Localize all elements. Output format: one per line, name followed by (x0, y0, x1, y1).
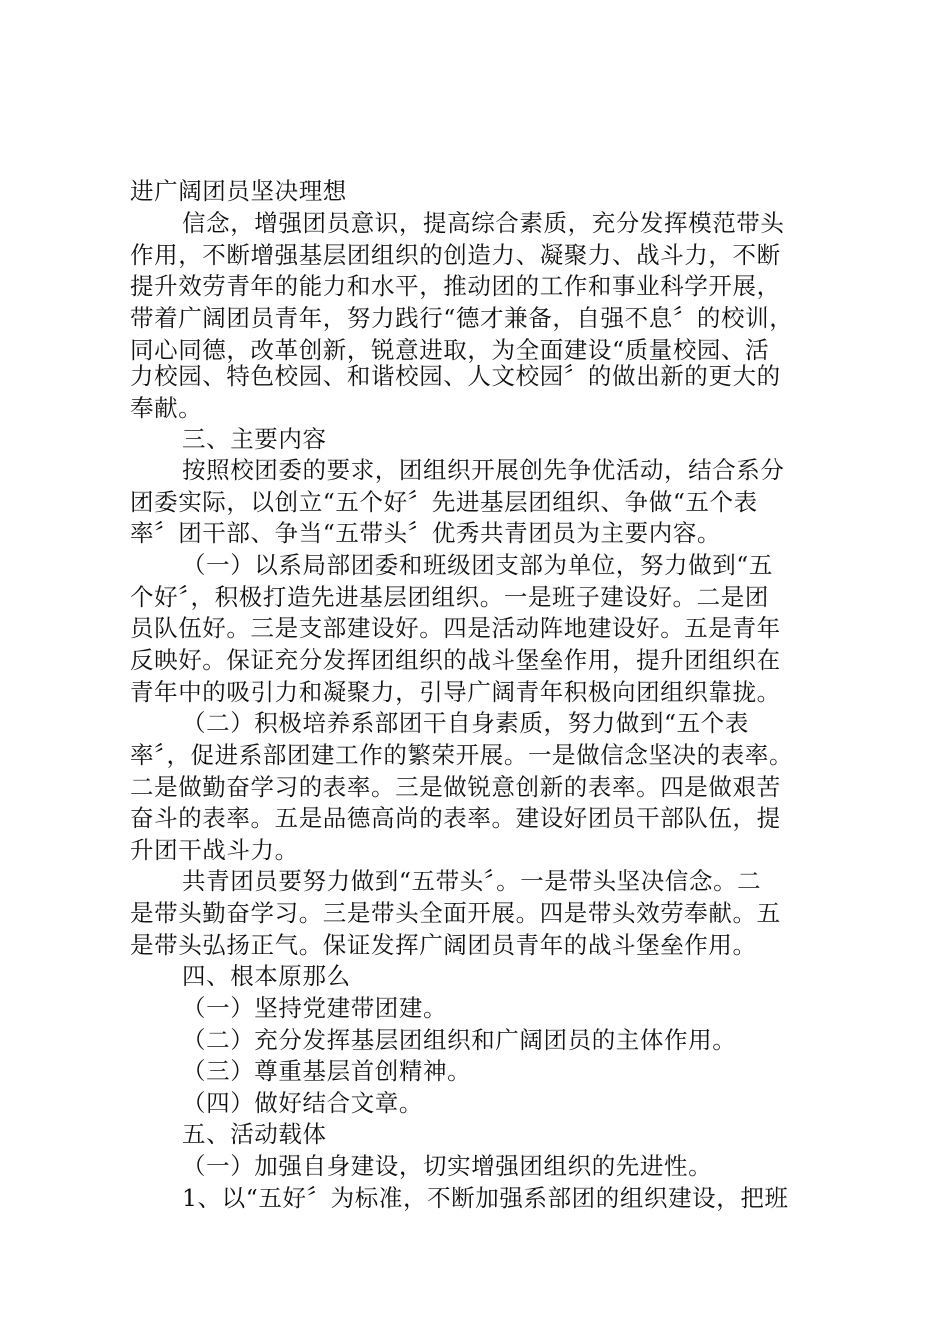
text-line-21: 奋斗的表率。五是品德高尚的表率。建设好团员干部队伍，提 (130, 804, 781, 832)
section-heading-3: 三、主要内容 (182, 425, 327, 453)
principle-item-4: （四）做好结合文章。 (182, 1089, 423, 1117)
text-line-33: 1、以“五好〞为标准，不断加强系部团的组织建设，把班 (182, 1184, 789, 1212)
text-line-10: 按照校团委的要求，团组织开展创先争优活动，结合系分 (182, 456, 785, 484)
section-heading-5: 五、活动载体 (182, 1120, 327, 1148)
text-line-23: 共青团员要努力做到“五带头〞。一是带头坚决信念。二 (182, 867, 762, 895)
text-line-18: （二）积极培养系部团干自身素质，努力做到“五个表 (182, 709, 749, 737)
principle-item-3: （三）尊重基层首创精神。 (182, 1057, 472, 1085)
text-line-22: 升团干战斗力。 (130, 836, 299, 864)
text-line-14: 个好〞，积极打造先进基层团组织。一是班子建设好。二是团 (130, 583, 769, 611)
principle-item-2: （二）充分发挥基层团组织和广阔团员的主体作用。 (182, 1026, 737, 1054)
text-line-20: 二是做勤奋学习的表率。三是做锐意创新的表率。四是做艰苦 (130, 773, 781, 801)
text-line-19: 率〞，促进系部团建工作的繁荣开展。一是做信念坚决的表率。 (130, 741, 794, 769)
text-line-3: 作用，不断增强基层团组织的创造力、凝聚力、战斗力，不断 (130, 241, 781, 269)
text-line-6: 同心同德，改革创新，锐意进取，为全面建设“质量校园、活 (130, 336, 770, 364)
text-line-16: 反映好。保证充分发挥团组织的战斗堡垒作用，提升团组织在 (130, 646, 781, 674)
text-line-13: （一）以系局部团委和班级团支部为单位，努力做到“五 (182, 551, 774, 579)
text-line-11: 团委实际，以创立“五个好〞先进基层团组织、争做“五个表 (130, 488, 758, 516)
text-line-17: 青年中的吸引力和凝聚力，引导广阔青年积极向团组织靠拢。 (130, 678, 781, 706)
text-line-5: 带着广阔团员青年，努力践行“德才兼备，自强不息〞的校训， (130, 304, 794, 332)
text-line-8: 奉献。 (130, 394, 203, 422)
text-line-4: 提升效劳青年的能力和水平，推动团的工作和事业科学开展， (130, 272, 781, 300)
text-line-2: 信念，增强团员意识，提高综合素质，充分发挥模范带头 (182, 209, 785, 237)
text-line-15: 员队伍好。三是支部建设好。四是活动阵地建设好。五是青年 (130, 614, 781, 642)
text-line-25: 是带头弘扬正气。保证发挥广阔团员青年的战斗堡垒作用。 (130, 931, 757, 959)
text-line-32: （一）加强自身建设，切实增强团组织的先进性。 (182, 1152, 713, 1180)
principle-item-1: （一）坚持党建带团建。 (182, 994, 448, 1022)
text-line-1: 进广阔团员坚决理想 (130, 177, 347, 205)
section-heading-4: 四、根本原那么 (182, 962, 351, 990)
text-line-12: 率〞团干部、争当“五带头〞优秀共青团员为主要内容。 (130, 519, 722, 547)
text-line-24: 是带头勤奋学习。三是带头全面开展。四是带头效劳奉献。五 (130, 899, 781, 927)
text-line-7: 力校园、特色校园、和谐校园、人文校园〞的做出新的更大的 (130, 362, 781, 390)
